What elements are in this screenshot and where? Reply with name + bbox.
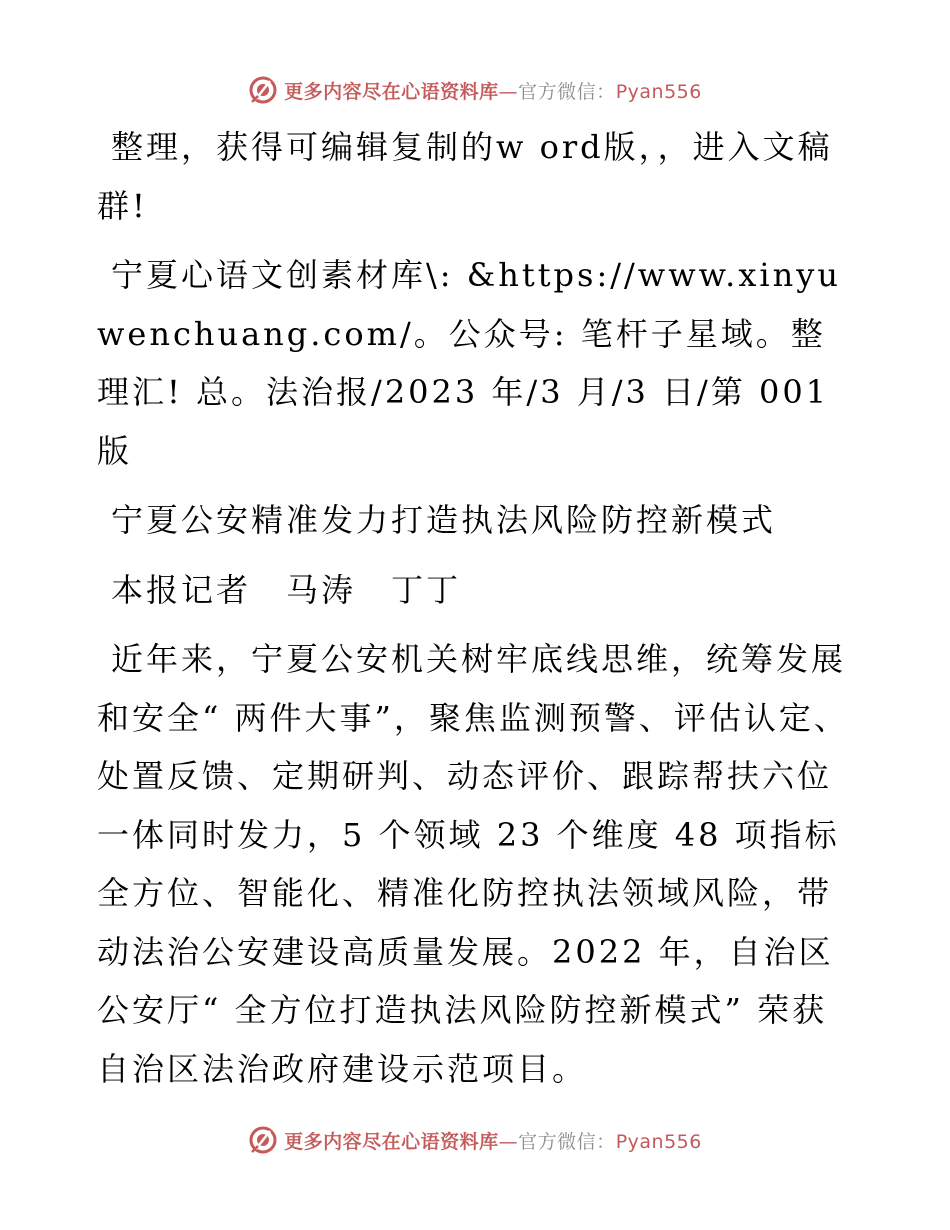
footer-watermark-banner bbox=[0, 1120, 950, 1160]
banner-official-label: 官方微信： bbox=[518, 1130, 616, 1153]
banner-site-text: 更多内容尽在心语资料库 bbox=[284, 1130, 499, 1153]
article-title: 宁夏公安精准发力打造执法风险防控新模式 bbox=[111, 501, 777, 539]
quill-logo-icon bbox=[248, 75, 278, 105]
banner-official-label: 官方微信： bbox=[518, 80, 616, 103]
article-byline: 本报记者 马涛 丁丁 bbox=[111, 570, 462, 609]
intro-paragraph: 整理，获得可编辑复制的w ord版，，进入文稿群! bbox=[97, 128, 833, 225]
banner-contact-id: Pyan556 bbox=[615, 80, 702, 103]
banner-dash: — bbox=[498, 80, 519, 103]
article-body-paragraph: 近年来，宁夏公安机关树牢底线思维，统筹发展和安全“ 两件大事”，聚焦监测预警、评估认定、处置反馈、定期研判、动态评价、跟踪帮扶六位一体同时发力，5 个领域 23 个维度 48 项指标全方位、智能化、精准化防控执法领域风险，带动法治公安建设高质量发展。2022 年，自治区公安厅“ 全方位打造执法风险防控新模式” 荣获自治区法治政府建设示范项目。 bbox=[97, 640, 849, 1088]
banner-dash: — bbox=[498, 1130, 519, 1153]
banner-text bbox=[284, 77, 702, 104]
header-watermark-banner bbox=[0, 70, 950, 110]
banner-contact-id: Pyan556 bbox=[615, 1130, 702, 1153]
banner-site-text: 更多内容尽在心语资料库 bbox=[284, 80, 499, 103]
source-paragraph: 宁夏心语文创素材库\: &https://www.xinyuwenchuang.com/。公众号: 笔杆子星域。整理汇! 总。法治报/2023 年/3 月/3 日/第 001 版 bbox=[97, 256, 841, 470]
banner-text bbox=[284, 1127, 702, 1154]
document-body bbox=[97, 118, 852, 1109]
quill-logo-icon bbox=[248, 1125, 278, 1155]
